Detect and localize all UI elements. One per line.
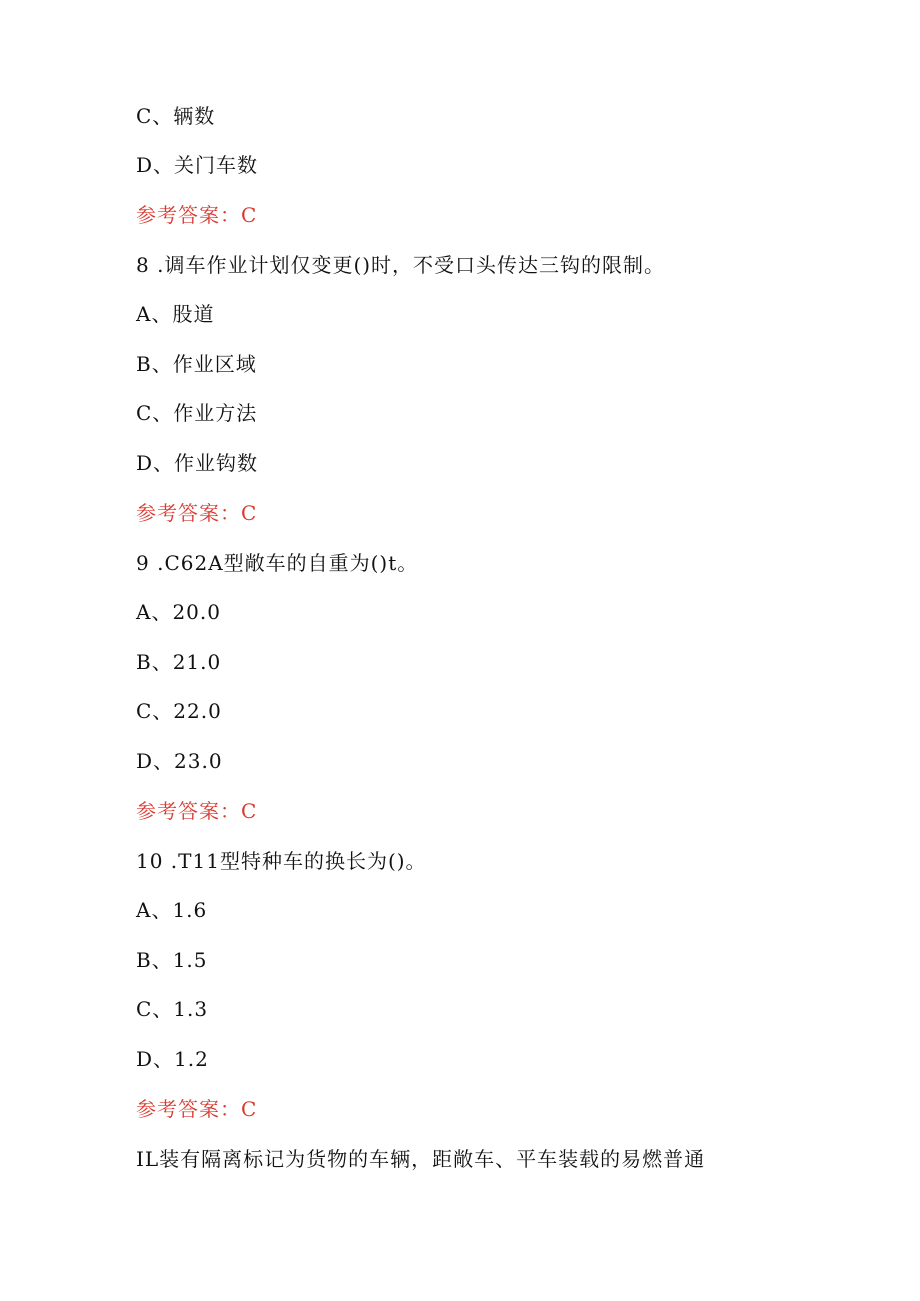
question-line: IL装有隔离标记为货物的车辆，距敞车、平车装载的易燃普通 xyxy=(136,1147,706,1171)
option-line: C、辆数 xyxy=(136,104,216,128)
option-line: D、1.2 xyxy=(136,1047,209,1071)
option-line: D、23.0 xyxy=(136,749,223,773)
option-line: A、20.0 xyxy=(136,600,221,624)
option-line: D、作业钩数 xyxy=(136,451,259,475)
question-line: 8 .调车作业计划仅变更()时，不受口头传达三钩的限制。 xyxy=(136,253,666,277)
answer-line: 参考答案：C xyxy=(136,203,258,227)
option-line: C、作业方法 xyxy=(136,401,258,425)
option-line: B、作业区域 xyxy=(136,352,257,376)
option-line: A、股道 xyxy=(136,302,215,326)
answer-line: 参考答案：C xyxy=(136,799,258,823)
answer-line: 参考答案：C xyxy=(136,1097,258,1121)
option-line: D、关门车数 xyxy=(136,153,259,177)
option-line: A、1.6 xyxy=(136,898,208,922)
answer-line: 参考答案：C xyxy=(136,501,258,525)
option-line: B、21.0 xyxy=(136,650,222,674)
question-line: 9 .C62A型敞车的自重为()t。 xyxy=(136,551,419,575)
question-line: 10 .T11型特种车的换长为()。 xyxy=(136,849,427,873)
option-line: C、22.0 xyxy=(136,699,222,723)
option-line: B、1.5 xyxy=(136,948,208,972)
option-line: C、1.3 xyxy=(136,997,209,1021)
